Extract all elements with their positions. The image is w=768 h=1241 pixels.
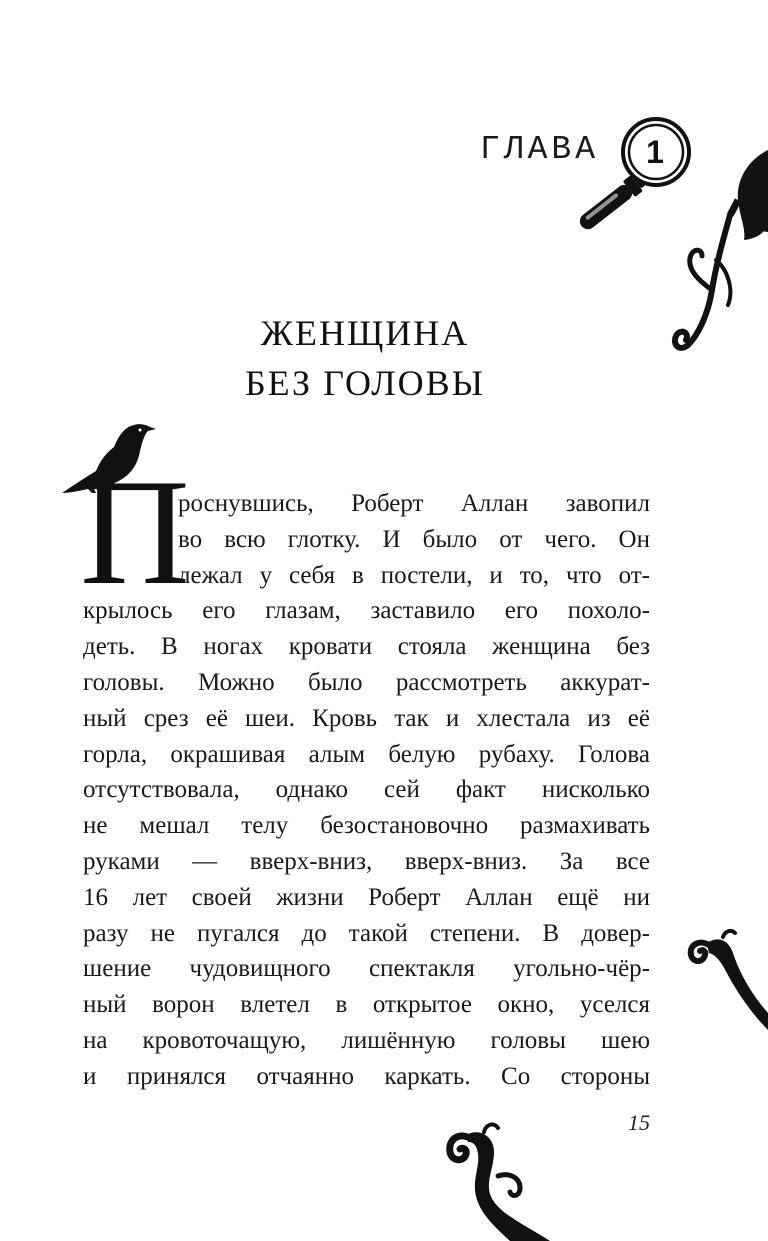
vine-mid-icon	[683, 925, 768, 1030]
text-line: роснувшись, Роберт Аллан завопил	[178, 490, 650, 517]
text-line: ный ворон влетел в открытое окно, уселся	[83, 991, 650, 1019]
text-line: головы. Можно было рассмотреть аккурат-	[83, 668, 650, 696]
text-line: горла, окрашивая алым белую рубаху. Голова	[83, 740, 650, 768]
text-line: деть. В ногах кровати стояла женщина без	[83, 633, 650, 661]
text-line: крылось его глазам, заставило его похоло-	[83, 597, 650, 625]
drop-cap: П	[80, 448, 190, 616]
text-line: отсутствовала, однако сей факт нисколько	[83, 776, 650, 804]
text-line: и принялся отчаянно каркать. Со стороны	[83, 1062, 650, 1090]
chapter-number: 1	[646, 133, 664, 170]
vine-top-icon	[668, 140, 768, 365]
text-line: 16 лет своей жизни Роберт Аллан ещё ни	[83, 883, 650, 911]
text-line: ный срез её шеи. Кровь так и хлестала из её	[83, 704, 650, 732]
text-line: на кровоточащую, лишённую головы шею	[83, 1026, 650, 1054]
chapter-title-line-1: ЖЕНЩИНА	[260, 313, 470, 353]
chapter-label: ГЛАВА	[480, 131, 600, 168]
page-number: 15	[628, 1110, 650, 1135]
text-line: лежал у себя в постели, и то, что от-	[178, 561, 650, 589]
text-line: разу не пугался до такой степени. В довер-	[83, 919, 650, 947]
text-line: не мешал телу безостановочно размахивать	[83, 812, 650, 840]
text-line: шение чудовищного спектакля угольно-чёр-	[83, 955, 650, 983]
chapter-title	[200, 308, 530, 408]
vine-bottom-icon	[440, 1118, 570, 1241]
chapter-title-line-2: БЕЗ ГОЛОВЫ	[244, 363, 486, 403]
text-line: руками — вверх-вниз, вверх-вниз. За все	[83, 847, 650, 875]
body-text	[83, 486, 650, 1095]
text-line: во всю глотку. И было от чего. Он	[178, 525, 650, 553]
